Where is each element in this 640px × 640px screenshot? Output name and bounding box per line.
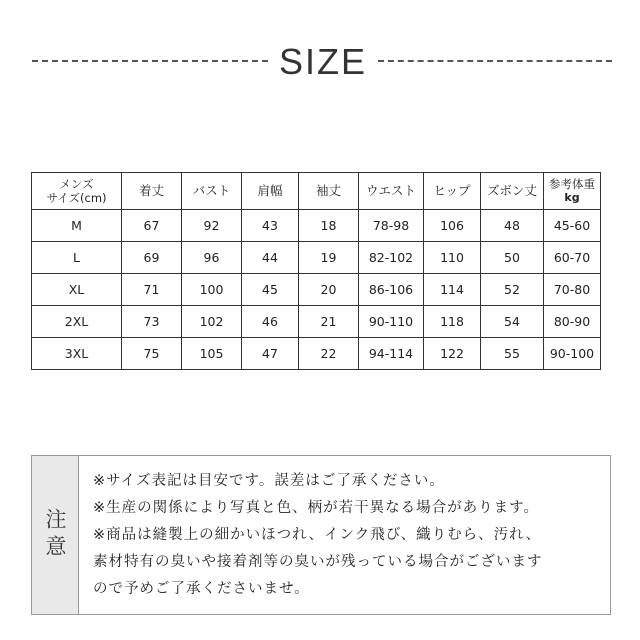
note-line: ので予めご了承くださいませ。 [93, 581, 310, 597]
table-row [32, 338, 601, 370]
table-cell: 20 [299, 274, 359, 306]
table-row [32, 242, 601, 274]
table-cell: L [32, 242, 122, 274]
table-cell: 70-80 [544, 274, 601, 306]
table-cell: 75 [122, 338, 182, 370]
header-size-line2: サイズ(cm) [46, 191, 107, 205]
table-cell: 45 [242, 274, 299, 306]
table-cell: 60-70 [544, 242, 601, 274]
table-cell: 2XL [32, 306, 122, 338]
table-cell: 50 [481, 242, 544, 274]
header-length: 着丈 [122, 173, 182, 210]
table-row [32, 306, 601, 338]
table-cell: M [32, 210, 122, 242]
page-title: SIZE [278, 41, 367, 82]
note-line: 素材特有の臭いや接着剤等の臭いが残っている場合がございます [93, 554, 543, 570]
table-cell: 92 [182, 210, 242, 242]
header-bust: バスト [182, 173, 242, 210]
table-cell: 100 [182, 274, 242, 306]
table-cell: 82-102 [359, 242, 424, 274]
table-cell: 73 [122, 306, 182, 338]
table-cell: 55 [481, 338, 544, 370]
notes-label: 注意 [43, 508, 67, 562]
table-cell: 45-60 [544, 210, 601, 242]
title-dash-right [378, 60, 612, 62]
table-cell: 18 [299, 210, 359, 242]
table-cell: 102 [182, 306, 242, 338]
table-cell: 80-90 [544, 306, 601, 338]
size-table-header-row [32, 173, 601, 210]
table-cell: 118 [424, 306, 481, 338]
notes-label-panel [32, 456, 79, 614]
table-cell: 90-100 [544, 338, 601, 370]
table-cell: 90-110 [359, 306, 424, 338]
table-cell: 122 [424, 338, 481, 370]
table-cell: XL [32, 274, 122, 306]
size-table [31, 172, 601, 370]
notes-box [31, 455, 611, 615]
table-cell: 78-98 [359, 210, 424, 242]
title-row [0, 38, 640, 88]
table-cell: 22 [299, 338, 359, 370]
table-cell: 69 [122, 242, 182, 274]
header-pants-length: ズボン丈 [481, 173, 544, 210]
header-hip: ヒップ [424, 173, 481, 210]
table-row [32, 210, 601, 242]
header-waist: ウエスト [359, 173, 424, 210]
table-cell: 19 [299, 242, 359, 274]
notes-body [79, 456, 543, 614]
table-cell: 106 [424, 210, 481, 242]
header-weight-line1: 参考体重 [549, 177, 595, 191]
table-cell: 110 [424, 242, 481, 274]
header-sleeve: 袖丈 [299, 173, 359, 210]
header-weight-line2: kg [564, 191, 580, 204]
table-cell: 105 [182, 338, 242, 370]
header-size-line1: メンズ [59, 177, 94, 191]
header-weight [544, 173, 601, 210]
table-cell: 43 [242, 210, 299, 242]
note-line: ※サイズ表記は目安です。誤差はご了承ください。 [93, 473, 445, 489]
table-cell: 47 [242, 338, 299, 370]
note-line: ※生産の関係により写真と色、柄が若干異なる場合があります。 [93, 500, 539, 516]
table-cell: 46 [242, 306, 299, 338]
table-row [32, 274, 601, 306]
header-size [32, 173, 122, 210]
header-shoulder: 肩幅 [242, 173, 299, 210]
title-dash-left [32, 60, 268, 62]
table-cell: 54 [481, 306, 544, 338]
table-cell: 3XL [32, 338, 122, 370]
table-cell: 44 [242, 242, 299, 274]
table-cell: 94-114 [359, 338, 424, 370]
table-cell: 96 [182, 242, 242, 274]
table-cell: 52 [481, 274, 544, 306]
table-cell: 67 [122, 210, 182, 242]
note-line: ※商品は縫製上の細かいほつれ、インク飛び、織りむら、汚れ、 [93, 527, 542, 543]
table-cell: 71 [122, 274, 182, 306]
table-cell: 21 [299, 306, 359, 338]
table-cell: 86-106 [359, 274, 424, 306]
table-cell: 48 [481, 210, 544, 242]
table-cell: 114 [424, 274, 481, 306]
